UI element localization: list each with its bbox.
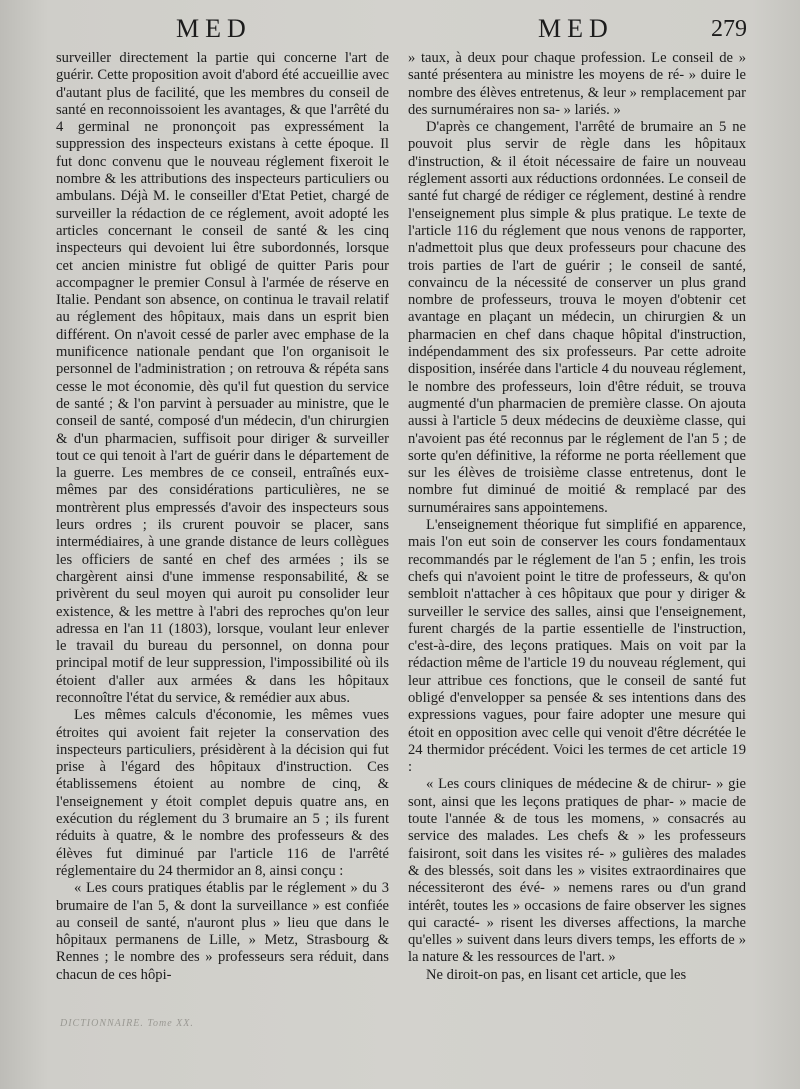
right-text-column — [408, 50, 746, 984]
paragraph: D'après ce changement, l'arrêté de brumaire an 5 ne pouvoit plus servir de règle dans les hôpitaux d'instruction, & il étoit nécessaire de faire un nouveau réglement assorti aux réductions ordonnées. Le conseil de santé fut chargé de rédiger ce réglement, destiné à rendre l'enseignement plus simple & plus pratique. Le texte de l'article 116 du réglement que nous venons de rapporter, n'admettoit plus que deux professeurs pour chacune des trois parties de l'art de guérir ; le conseil de santé, convaincu de la nécessité de conserver un plus grand nombre de professeurs, trouva le moyen d'obtenir cet avantage en plaçant un médecin, un chirurgien & un pharmacien en chef dans chaque hôpital d'instruction, indépendamment des six professeurs. Par cette adroite disposition, insérée dans l'article 4 du nouveau réglement, le nombre des professeurs, loin d'être réduit, se trouva augmenté d'un pharmacien de première classe. On ajouta aussi à l'article 5 deux médecins de deuxième classe, qui n'avoient pas été reconnus par le réglement de l'an 5 ; de sorte qu'en définitive, la réforme ne porta réellement que sur les élèves de troisième classe entretenus, dont le nombre fut diminué de moitié & remplacé par des surnuméraires sans appointemens. — [408, 119, 746, 516]
paragraph: surveiller directement la partie qui concerne l'art de guérir. Cette proposition avoit d'abord été accueillie avec d'autant plus de facilité, que les membres du conseil de santé en reconnoissoient les avantages, & que l'arrêté du 4 germinal ne prononçoit pas expressément la suppression des inspecteurs existans à cette époque. Il fut donc convenu que le nouveau réglement fixeroit le nombre & les attributions des inspecteurs particuliers ou ambulans. Déjà M. le conseiller d'Etat Petiet, chargé de surveiller la rédaction de ce réglement, avoit adopté les articles concernant le conseil de santé & les cinq inspecteurs qui devoient lui être subordonnés, lorsque cet ancien ministre fut obligé de quitter Paris pour accompagner le premier Consul à l'armée de réserve en Italie. Pendant son absence, on continua le travail relatif au réglement des hôpitaux, mais dans un esprit bien différent. On n'avoit cessé de parler avec emphase de la munificence nationale pendant que l'on organisoit le personnel de l'administration ; on retrouva & répéta sans cesse le mot économie, dès qu'il fut question du service de santé ; & l'on parvint à persuader au ministre, que le conseil de santé, composé d'un médecin, d'un chirurgien & d'un pharmacien, suffisoit pour diriger & surveiller tout ce qui tenoit à l'art de guérir dans le département de la guerre. Les membres de ce conseil, entraînés eux-mêmes par des considérations particulières, ne se montrèrent plus empressés d'avoir des inspecteurs sous leurs ordres ; ils crurent pouvoir se placer, sans intermédiaires, à une grande distance de leurs collègues les officiers de santé en chef des armées ; ils se chargèrent ainsi d'une immense responsabilité, & se privèrent du seul moyen qui auroit pu consolider leur existence, & les mettre à l'abri des reproches qu'on leur adressa en l'an 11 (1803), lorsque, voulant leur enlever le travail du bureau du personnel, on donna pour principal motif de leur suppression, l'impossibilité où ils étoient d'aller aux armées & dans les hôpitaux reconnoître l'état du service, & remédier aux abus. — [56, 50, 389, 706]
faint-footer-signature: DICTIONNAIRE. Tome XX. — [60, 1018, 194, 1029]
left-text-column — [56, 50, 389, 984]
paragraph: L'enseignement théorique fut simplifié en apparence, mais l'on eut soin de conserver les cours fondamentaux recommandés par le réglement de l'an 5 ; enfin, les trois chefs qui n'avoient point le titre de professeurs, & qu'on sembloit n'attacher à ces hôpitaux que pour y diriger & surveiller le service des salles, ainsi que l'enseignement, furent chargés de la partie essentielle de l'instruction, c'est-à-dire, des leçons pratiques. Mais on voit par la rédaction même de l'article 19 du nouveau réglement, qui leur attribue ces fonctions, que le conseil de santé fut obligé d'envelopper sa pensée & ses intentions dans des expressions vagues, pour faire adopter une mesure qui étoit en opposition avec celle qui venoit d'être décrétée le 24 thermidor précédent. Voici les termes de cet article 19 : — [408, 517, 746, 776]
quoted-article: « Les cours cliniques de médecine & de chirur- » gie sont, ainsi que les leçons pratiques de phar- » macie de toute l'année & de tous les momens, » consacrés au service des malades. Les chefs & » les professeurs faisiront, soit dans les visites ré- » gulières des malades & des blessés, soit dans les » visites extraordinaires que nécessiteront des évé- » nemens rares ou d'un grand intérêt, toutes les » occasions de faire observer les signes qui caracté- » risent les diverses affections, la marche qu'elles » suivent dans leurs divers temps, les efforts de » la nature & les ressources de l'art. » — [408, 776, 746, 966]
header-title-right: MED — [538, 14, 614, 43]
header-title-left: MED — [176, 14, 252, 43]
paragraph: Les mêmes calculs d'économie, les mêmes vues étroites qui avoient fait rejeter la conservation des inspecteurs particuliers, présidèrent à la décision qui fut prise à l'égard des hôpitaux d'instruction. Ces établissemens étoient au nombre de cinq, & l'enseignement y étoit complet depuis quatre ans, en exécution du réglement du 3 brumaire an 5 ; ils furent réduits à quatre, & le nombre des professeurs & des élèves fut diminué par l'article 116 de l'arrêté réglementaire du 24 thermidor an 8, ainsi conçu : — [56, 707, 389, 879]
quoted-article: « Les cours pratiques établis par le réglement » du 3 brumaire de l'an 5, & dont la surveillance » est confiée au conseil de santé, n'auront plus » lieu que dans le hôpitaux permanens de Lille, » Metz, Strasbourg & Rennes ; le nombre des » professeurs sera réduit, dans chacun de ces hôpi- — [56, 880, 389, 983]
quoted-article-continued: » taux, à deux pour chaque profession. Le conseil de » santé présentera au ministre les moyens de ré- » duire le nombre des élèves entretenus, & leur » remplacement par des surnuméraires non sa- » lariés. » — [408, 50, 746, 118]
paragraph: Ne diroit-on pas, en lisant cet article, que les — [426, 966, 687, 983]
page-number: 279 — [711, 16, 747, 42]
running-header — [0, 14, 800, 48]
